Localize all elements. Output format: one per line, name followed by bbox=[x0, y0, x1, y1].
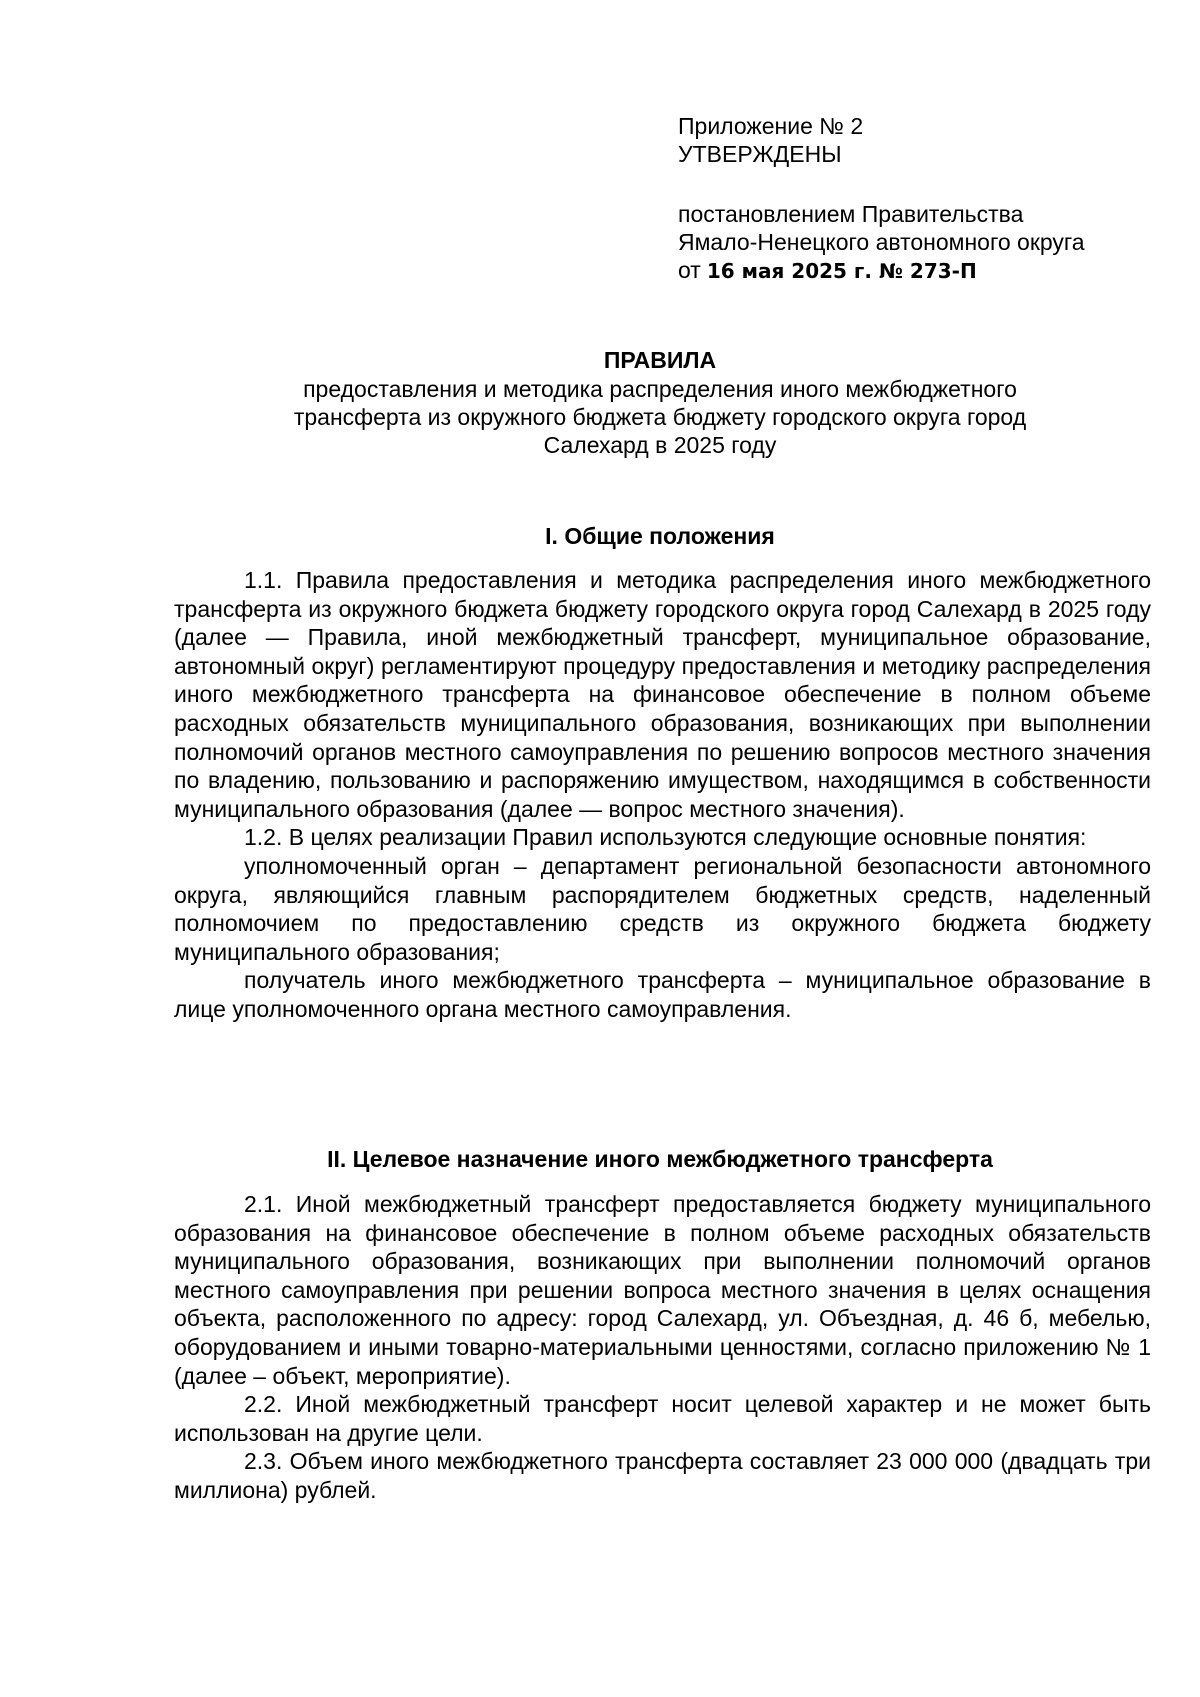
appendix-label: Приложение № 2 bbox=[678, 113, 864, 139]
definition-recipient: получатель иного межбюджетного трансферта – муниципальное образование в лице уполномоченного органа местного самоуправления. bbox=[174, 967, 1151, 1022]
subtitle-line-3: Салехард в 2025 году bbox=[543, 432, 777, 458]
paragraph-2-2: 2.2. Иной межбюджетный трансферт носит целевой характер и не может быть использован на другие цели. bbox=[174, 1391, 1151, 1446]
paragraph-2-1: 2.1. Иной межбюджетный трансферт предоставляется бюджету муниципального образования на финансовое обеспечение в полном объеме расходных обязательств муниципального образования, возникающих при выполнении полномочий органов местного самоуправления при решении вопроса местного значения в целях оснащения объекта, расположенного по адресу: город Салехард, ул. Объездная, д. 46 б, мебелью, оборудованием и иными товарно-материальными ценностями, согласно приложению № 1 (далее – объект, мероприятие). bbox=[174, 1191, 1151, 1389]
subtitle-line-1: предоставления и методика распределения иного межбюджетного bbox=[303, 376, 1017, 402]
document-title: ПРАВИЛА bbox=[603, 347, 717, 373]
date-prefix: от bbox=[678, 257, 701, 283]
date-number: 16 мая 2025 г. № 273-П bbox=[706, 259, 977, 283]
resolution-date-line bbox=[678, 256, 1158, 285]
paragraph-1-2: 1.2. В целях реализации Правил используются следующие основные понятия: bbox=[244, 824, 1087, 851]
approval-block bbox=[678, 112, 1158, 285]
section-1-body bbox=[174, 566, 1151, 1024]
resolution-line-1: постановлением Правительства bbox=[678, 201, 1024, 227]
section-2-body bbox=[174, 1190, 1151, 1505]
approved-label: УТВЕРЖДЕНЫ bbox=[678, 141, 842, 167]
paragraph-1-1: 1.1. Правила предоставления и методика распределения иного межбюджетного трансферта из окружного бюджета бюджету городского округа город Салехард в 2025 году (далее — Правила, иной межбюджетный трансферт, муниципальное образование, автономный округ) регламентируют процедуру предоставления и методику распределения иного межбюджетного трансферта на финансовое обеспечение в полном объеме расходных обязательств муниципального образования, возникающих при выполнении полномочий органов местного самоуправления по решению вопросов местного значения по владению, пользованию и распоряжению имуществом, находящимся в собственности муниципального образования (далее — вопрос местного значения). bbox=[174, 567, 1151, 822]
subtitle-line-2: трансферта из окружного бюджета бюджету городского округа город bbox=[293, 404, 1027, 430]
paragraph-2-3: 2.3. Объем иного межбюджетного трансферта составляет 23 000 000 (двадцать три миллиона) рублей. bbox=[174, 1448, 1151, 1503]
document-subtitle bbox=[174, 375, 1146, 459]
definition-authorized-body: уполномоченный орган – департамент региональной безопасности автономного округа, являющийся главным распорядителем бюджетных средств, наделенный полномочием по предоставлению средств из окружного бюджета бюджету муниципального образования; bbox=[174, 852, 1151, 965]
section-1-heading: I. Общие положения bbox=[545, 523, 775, 549]
approval-spacer bbox=[678, 168, 1158, 200]
resolution-line-2: Ямало-Ненецкого автономного округа bbox=[678, 229, 1085, 255]
section-2-heading: II. Целевое назначение иного межбюджетного трансферта bbox=[327, 1146, 993, 1172]
